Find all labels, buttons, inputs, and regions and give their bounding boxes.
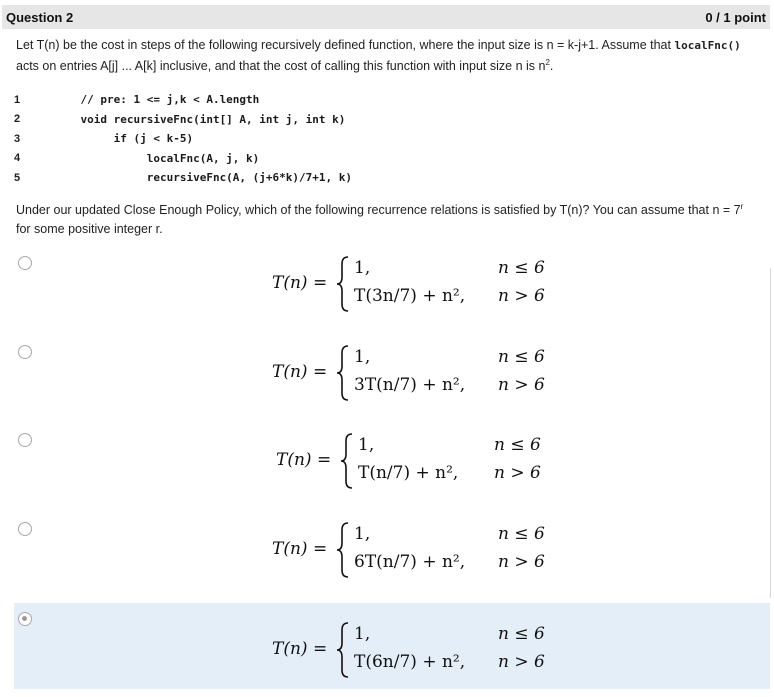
radio-button[interactable] (18, 345, 32, 359)
case-2-condition: n > 6 (494, 463, 541, 483)
case-1-condition: n ≤ 6 (498, 347, 545, 367)
prompt-text-3: . (549, 59, 554, 73)
left-brace-icon (336, 344, 350, 402)
case-2-condition: n > 6 (498, 286, 545, 306)
left-brace-icon (336, 255, 350, 313)
prompt-exponent: 2 (545, 58, 550, 67)
code-line (14, 149, 754, 169)
question-title: Question 2 (6, 9, 74, 25)
answer-option-1[interactable] (14, 254, 770, 342)
code-line-text: void recursiveFnc(int[] A, int j, int k) (54, 112, 346, 126)
radio-button[interactable] (18, 522, 32, 536)
formula-lhs: T(n) = (276, 450, 332, 470)
answer-option-2[interactable] (14, 343, 770, 431)
formula-lhs: T(n) = (272, 539, 328, 559)
question-text-2: for some positive integer r. (16, 222, 163, 236)
code-line (14, 129, 754, 149)
case-1-condition: n ≤ 6 (498, 624, 545, 644)
code-line-text: // pre: 1 <= j,k < A.length (54, 93, 260, 107)
answer-option-4[interactable] (14, 520, 770, 608)
code-block (14, 90, 754, 188)
case-1-value: 1, (354, 258, 371, 278)
question-text-1: Under our updated Close Enough Policy, which of the following recurrence relations is satisfied by T(n)? You can assume that n = 7 (16, 203, 741, 217)
code-line-number: 1 (14, 93, 21, 106)
prompt-text-2: acts on entries A[j] ... A[k] inclusive, and that the cost of calling this function with input size n is n (16, 59, 546, 73)
case-2-condition: n > 6 (498, 552, 545, 572)
case-2-condition: n > 6 (498, 652, 545, 672)
code-line-text: localFnc(A, j, k) (54, 151, 260, 165)
answer-option-3[interactable] (14, 431, 770, 519)
scrollbar[interactable] (770, 268, 771, 598)
code-line-number: 3 (14, 132, 21, 145)
case-1-condition: n ≤ 6 (498, 258, 545, 278)
question-exponent: r (740, 202, 744, 211)
formula-lhs: T(n) = (272, 273, 328, 293)
code-line-text: if (j < k-5) (54, 132, 194, 146)
case-1-condition: n ≤ 6 (498, 524, 545, 544)
code-line (14, 110, 754, 130)
case-1-condition: n ≤ 6 (494, 435, 541, 455)
prompt-text-1: Let T(n) be the cost in steps of the following recursively defined function, where the input size is n = k-j+1. Assume that (16, 38, 675, 52)
answer-option-5[interactable] (14, 603, 770, 689)
left-brace-icon (340, 432, 354, 490)
code-line-number: 5 (14, 171, 21, 184)
question-header (2, 5, 770, 29)
case-2-value: T(n/7) + n², (358, 463, 459, 483)
case-2-value: T(3n/7) + n², (354, 286, 466, 306)
question-points: 0 / 1 point (705, 9, 766, 25)
question-text (16, 201, 764, 239)
case-2-value: 3T(n/7) + n², (354, 375, 466, 395)
case-1-value: 1, (354, 347, 371, 367)
formula-lhs: T(n) = (272, 362, 328, 382)
radio-dot-icon (22, 616, 27, 621)
code-line (14, 90, 754, 110)
case-1-value: 1, (354, 624, 371, 644)
code-line-number: 2 (14, 113, 21, 126)
case-2-condition: n > 6 (498, 375, 545, 395)
radio-button[interactable] (18, 433, 32, 447)
case-2-value: 6T(n/7) + n², (354, 552, 466, 572)
radio-button[interactable] (18, 256, 32, 270)
code-line (14, 168, 754, 188)
question-prompt (16, 35, 761, 77)
case-2-value: T(6n/7) + n², (354, 652, 466, 672)
code-line-text: recursiveFnc(A, (j+6*k)/7+1, k) (54, 171, 353, 185)
left-brace-icon (336, 621, 350, 679)
radio-button-selected[interactable] (18, 612, 32, 626)
left-brace-icon (336, 521, 350, 579)
formula-lhs: T(n) = (272, 639, 328, 659)
prompt-code-name: localFnc() (674, 39, 741, 52)
case-1-value: 1, (354, 524, 371, 544)
case-1-value: 1, (358, 435, 375, 455)
code-line-number: 4 (14, 152, 21, 165)
